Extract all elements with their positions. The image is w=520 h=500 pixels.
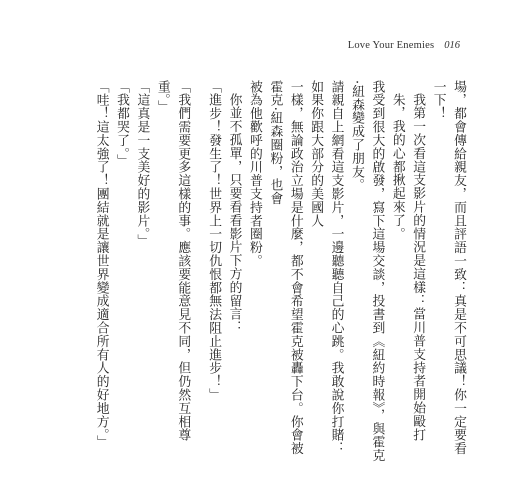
comment-quote: 「我都哭了。」 [114, 80, 129, 168]
paragraph-line: 場，都會傳給親友，而且評語一致：真是不可思議！你一定要看一下！ [430, 80, 466, 456]
paragraph-line: 請親自上網看這支影片，一邊聽聽自己的心跳。我敢說你打賭：如果你跟大部分的美國人 [308, 80, 344, 456]
comment-quote: 「這真是一支美好的影片。」 [134, 80, 150, 248]
paragraph-line: 被為他歡呼的川普支持者圈粉。 [246, 80, 262, 268]
comment-quote: 「進步！發生了！世界上一切仇恨都無法阻止進步！」 [206, 80, 222, 402]
comment-quote: 「我們需要更多這樣的事。應該要能意見不同，但仍然互相尊重。」 [154, 80, 191, 442]
body-text [48, 80, 468, 465]
paragraph-line: 我第一次看這支影片的情況是這樣：當川普支持者開始毆打朱，我的心都揪起來了。 [389, 92, 426, 442]
paragraph-line: 一樣，無論政治立場是什麼，都不會希望霍克被轟下台。你會被霍克·紐森圈粉，也會 [267, 80, 303, 456]
paragraph-line: 你並不孤單，只要看看影片下方的留言： [226, 92, 242, 334]
comment-quote: 「哇！這太強了！團結就是讓世界變成適合所有人的好地方。」 [93, 80, 109, 449]
book-title: Love Your Enemies [347, 40, 435, 51]
page-number: 016 [444, 40, 460, 51]
paragraph-line: 我受到很大的啟發，寫下這場交談，投書到《紐約時報》，與霍克·紐森變成了朋友。 [348, 80, 385, 463]
running-header [300, 40, 460, 51]
